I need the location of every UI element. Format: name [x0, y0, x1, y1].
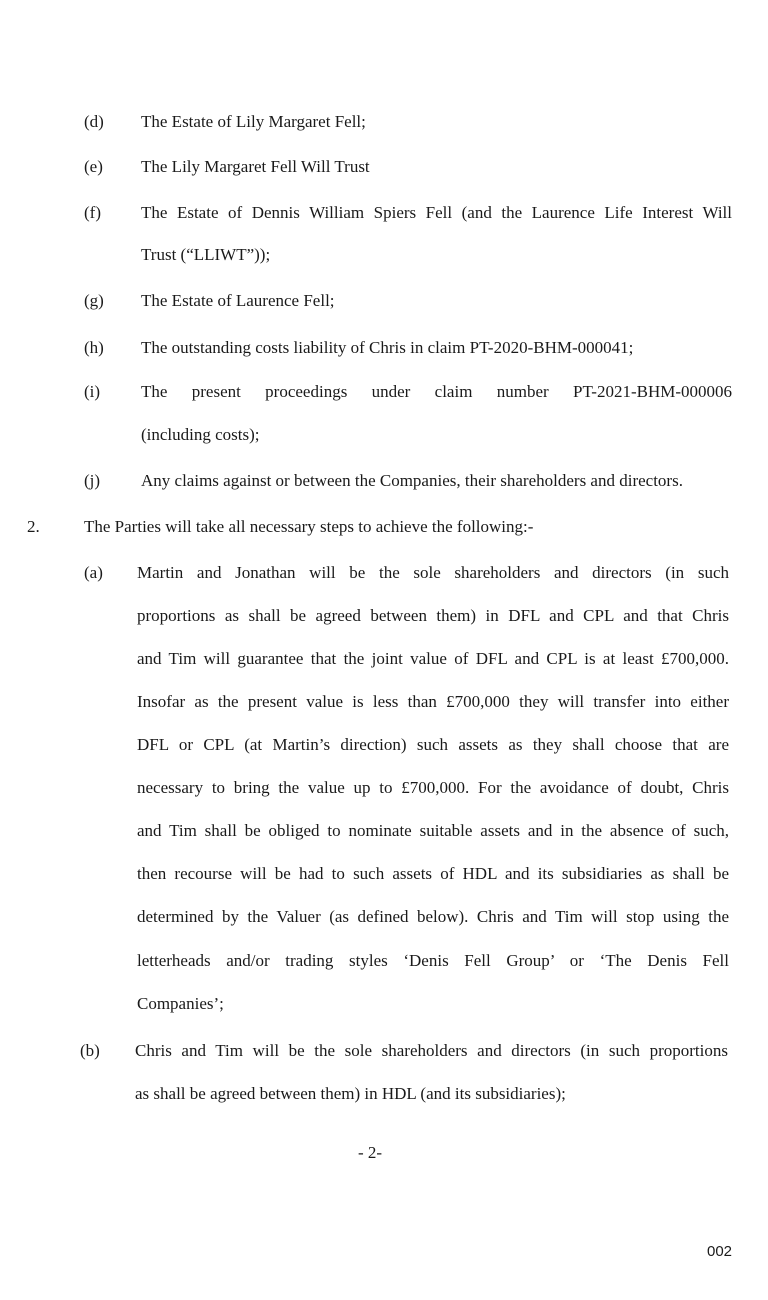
list-label-d: (d)	[84, 112, 104, 131]
clause-2b-line-2: as shall be agreed between them) in HDL (and its subsidiaries);	[135, 1084, 566, 1103]
clause-2b-line-1: Chris and Tim will be the sole shareholders and directors (in such proportions	[135, 1041, 728, 1060]
list-label-h: (h)	[84, 338, 104, 357]
document-reference-number: 002	[707, 1243, 733, 1260]
clause-2a-line-9: determined by the Valuer (as defined below). Chris and Tim will stop using the	[137, 907, 729, 926]
clause-2-label-b: (b)	[80, 1041, 100, 1060]
list-label-g: (g)	[84, 291, 104, 310]
clause-2a-line-3: and Tim will guarantee that the joint value of DFL and CPL is at least £700,000.	[137, 649, 729, 668]
clause-2-label-a: (a)	[84, 563, 103, 582]
clause-2a-line-11: Companies’;	[137, 994, 224, 1013]
clause-2-text: The Parties will take all necessary steps to achieve the following:-	[84, 517, 534, 536]
clause-2a-line-4: Insofar as the present value is less than £700,000 they will transfer into either	[137, 692, 729, 711]
clause-2a-line-8: then recourse will be had to such assets of HDL and its subsidiaries as shall be	[137, 864, 729, 883]
list-item-d-text: The Estate of Lily Margaret Fell;	[141, 112, 366, 131]
list-item-j-text: Any claims against or between the Companies, their shareholders and directors.	[141, 471, 683, 490]
list-label-f: (f)	[84, 203, 101, 222]
list-label-e: (e)	[84, 157, 103, 176]
list-item-e-text: The Lily Margaret Fell Will Trust	[141, 157, 370, 176]
list-item-i-line-2: (including costs);	[141, 425, 260, 444]
clause-2a-line-10: letterheads and/or trading styles ‘Denis Fell Group’ or ‘The Denis Fell	[137, 951, 729, 970]
list-item-f-line-1: The Estate of Dennis William Spiers Fell (and the Laurence Life Interest Will	[141, 203, 732, 222]
list-item-g-text: The Estate of Laurence Fell;	[141, 291, 335, 310]
clause-number-2: 2.	[27, 517, 40, 536]
list-item-i-line-1: The present proceedings under claim number PT-2021-BHM-000006	[141, 382, 732, 401]
clause-2a-line-1: Martin and Jonathan will be the sole shareholders and directors (in such	[137, 563, 729, 582]
list-item-h-text: The outstanding costs liability of Chris in claim PT-2020-BHM-000041;	[141, 338, 634, 357]
page-number: - 2-	[357, 1143, 383, 1162]
list-item-f-line-2: Trust (“LLIWT”));	[141, 245, 271, 264]
clause-2a-line-7: and Tim shall be obliged to nominate suitable assets and in the absence of such,	[137, 821, 729, 840]
clause-2a-line-2: proportions as shall be agreed between them) in DFL and CPL and that Chris	[137, 606, 729, 625]
clause-2a-line-5: DFL or CPL (at Martin’s direction) such assets as they shall choose that are	[137, 735, 729, 754]
list-label-j: (j)	[84, 471, 101, 490]
list-label-i: (i)	[84, 382, 101, 401]
clause-2a-line-6: necessary to bring the value up to £700,000. For the avoidance of doubt, Chris	[137, 778, 729, 797]
